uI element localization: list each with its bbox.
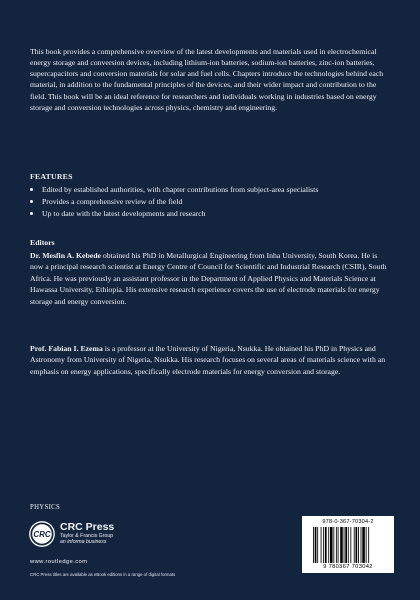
barcode-bar [348, 527, 349, 563]
bullet-icon [30, 188, 33, 191]
barcode-bar [362, 527, 365, 563]
barcode-bar [354, 527, 355, 563]
editor-bio-text: is a professor at the University of Nigeria, Nsukka. He obtained his PhD in Physics and Astronomy from University of Nigeria, Nsukka. His research focuses on several areas of materials science with an emphasis on energy applications, specifically electrode materials for energy conversion and storage. [30, 344, 386, 376]
publisher-business: an informa business [60, 539, 107, 546]
barcode-bar [323, 527, 324, 563]
features-heading: FEATURES [30, 172, 73, 181]
barcode-digits: 9 780367 703042 [323, 564, 373, 570]
editor-name: Prof. Fabian I. Ezema [30, 344, 103, 353]
barcode-bar [315, 527, 317, 563]
barcode-bar [325, 527, 327, 563]
subject-label: PHYSICS [30, 504, 61, 511]
barcode-bar [345, 527, 347, 563]
feature-item [30, 196, 400, 208]
barcode-bar [368, 527, 369, 563]
barcode-bar [356, 527, 358, 563]
publisher-website: www.routledge.com [30, 559, 88, 565]
feature-item [30, 208, 400, 220]
feature-text: Up to date with the latest developments and research [42, 209, 206, 219]
publisher-name: CRC Press [60, 521, 115, 533]
bullet-icon [30, 212, 33, 215]
barcode-bar [333, 527, 334, 563]
publisher-group: Taylor & Francis Group [60, 533, 114, 539]
ebook-footnote: CRC Press titles are available as eBook editions in a range of digital formats [30, 572, 176, 577]
barcode-bar [330, 527, 333, 563]
logo-text: CRC [33, 530, 51, 539]
book-blurb: This book provides a comprehensive overview of the latest developments and materials used in electrochemical energy storage and conversion devices, including lithium-ion batteries, sodium-ion batteries, zinc-ion batteries, supercapacitors and conversion materials for solar and fuel cells. Chapters introduce the technologies behind each material, in addition to the fundamental principles of the devices, and their wider impact and contribution to the field. This book will be an ideal reference for researchers and individuals working in industries based on energy storage and conversion technologies across physics, chemistry and engineering. [30, 47, 384, 112]
barcode-bar [340, 527, 343, 563]
barcode-bar [358, 527, 359, 563]
isbn-number: 978-0-367-70304-2 [322, 519, 374, 525]
barcode-bar [313, 527, 314, 563]
editor-bio [30, 343, 392, 377]
features-list [30, 184, 400, 221]
barcode-bar [338, 527, 339, 563]
barcode-icon [312, 527, 384, 563]
barcode-bar [361, 527, 362, 563]
barcode-bar [336, 527, 337, 563]
editors-heading: Editors [30, 238, 55, 247]
barcode-bar [317, 527, 318, 563]
barcode-bar [344, 527, 345, 563]
editor-bio [30, 250, 392, 307]
feature-text: Provides a comprehensive review of the field [42, 197, 183, 207]
feature-item [30, 184, 400, 196]
bullet-icon [30, 200, 33, 203]
feature-text: Edited by established authorities, with chapter contributions from subject-area specialists [42, 185, 319, 194]
editor-bio-text: obtained his PhD in Metallurgical Engineering from Inha University, South Korea. He is now a principal research scientist at Energy Centre of Council for Scientific and Industrial Research (CSIR), South Africa. He was previously an assistant professor in the Department of Applied Physics and Materials Science at Hawassa University, Ethiopia. His extensive research experience covers the use of electrode materials for energy storage and energy conversion. [30, 251, 387, 306]
publisher-block [60, 521, 114, 546]
isbn-barcode-box [302, 516, 394, 573]
barcode-bar [328, 527, 329, 563]
barcode-bar [321, 527, 322, 563]
barcode-bar [350, 527, 351, 563]
barcode-bar [366, 527, 367, 563]
editor-name: Dr. Mesfin A. Kebede [30, 251, 101, 260]
crc-press-logo-icon [29, 521, 55, 547]
